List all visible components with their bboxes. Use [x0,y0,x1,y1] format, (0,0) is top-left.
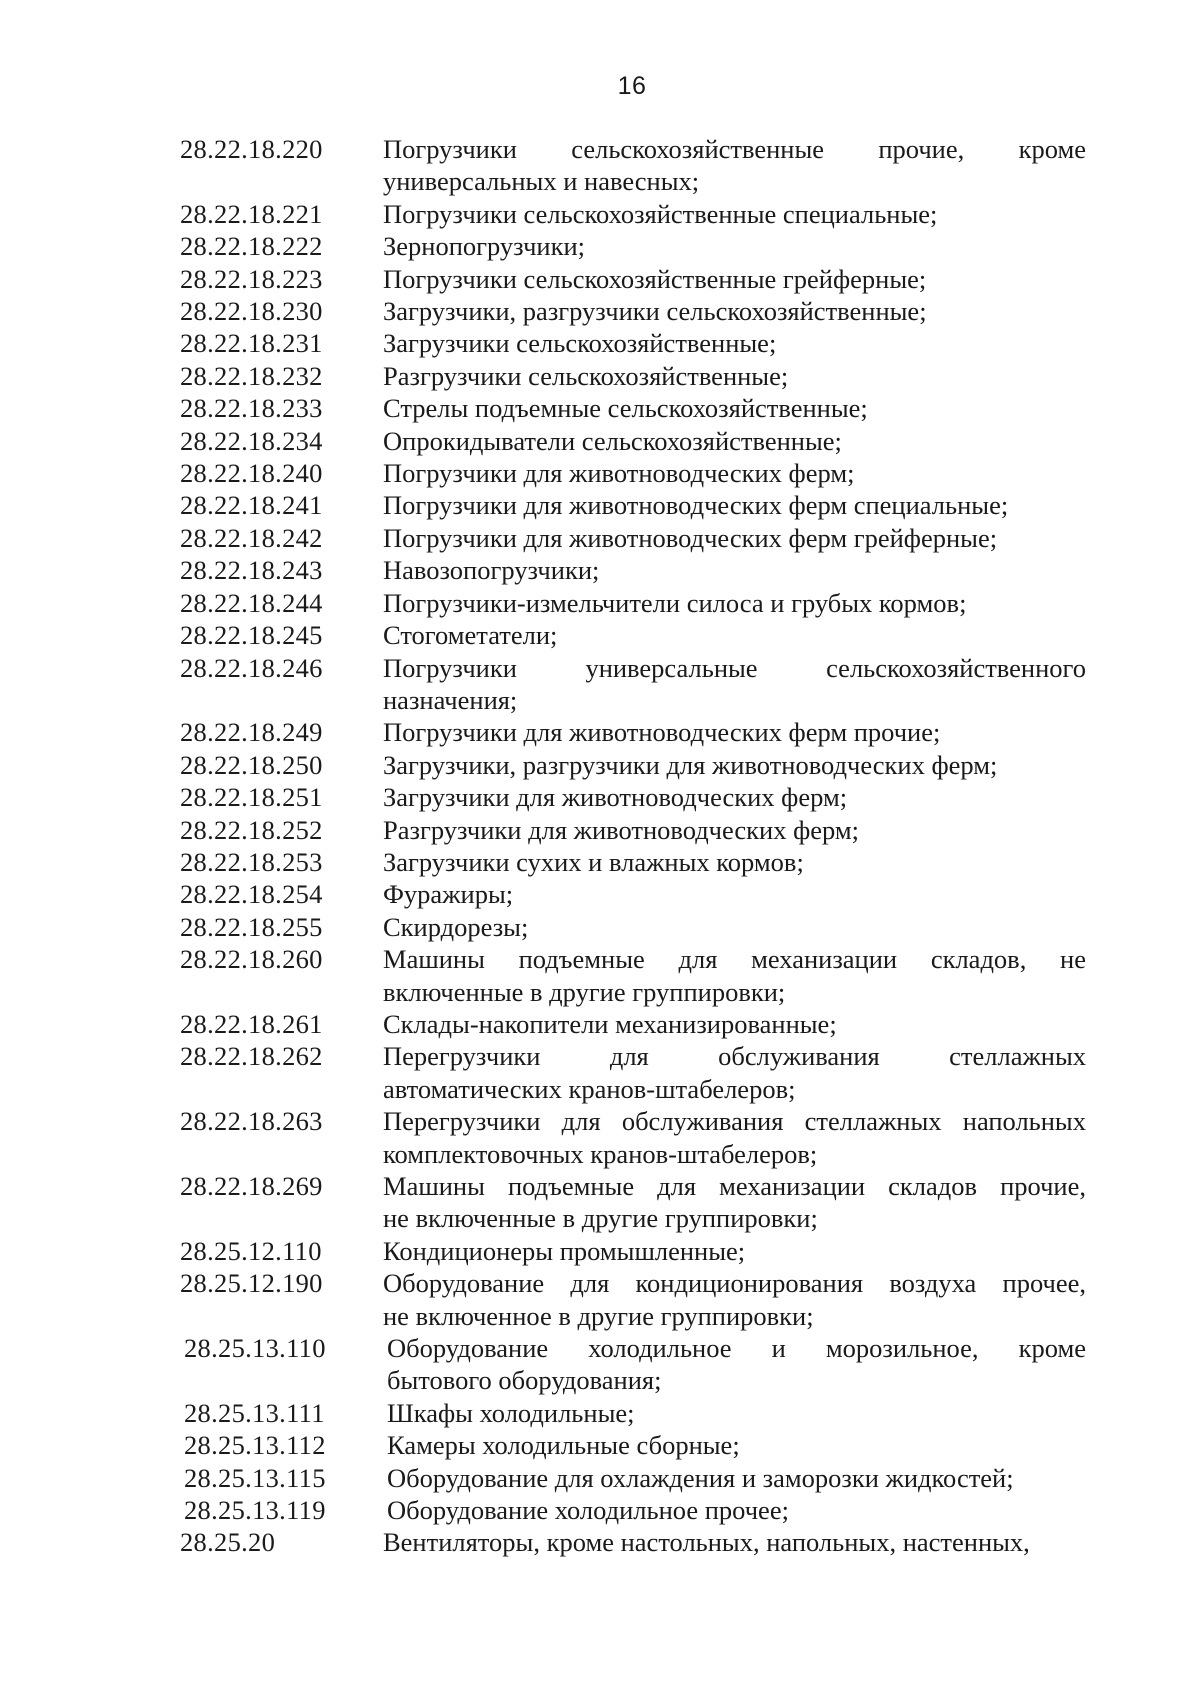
description-line: автоматических кранов-штабелеров; [383,1073,796,1104]
item-code: 28.22.18.234 [180,425,323,456]
description-line: Загрузчики для животноводческих ферм; [383,782,848,813]
description-line: Разгрузчики сельскохозяйственные; [383,360,789,391]
item-code: 28.22.18.253 [180,846,323,877]
item-code: 28.22.18.233 [180,393,323,424]
item-description [383,198,1086,230]
description-line: Оборудование холодильное прочее; [387,1495,789,1526]
list-item [180,1105,1086,1170]
item-code: 28.22.18.250 [180,749,323,780]
item-code: 28.22.18.245 [180,620,323,651]
description-line: Камеры холодильные сборные; [387,1430,740,1461]
description-line: Кондиционеры промышленные; [383,1235,746,1266]
description-line: Загрузчики сухих и влажных кормов; [383,846,804,877]
item-code: 28.22.18.249 [180,717,323,748]
description-line: Погрузчики сельскохозяйственные специальные; [383,198,938,229]
list-item [180,878,1086,910]
item-code: 28.22.18.221 [180,198,323,229]
item-description [383,878,1086,910]
list-item [180,749,1086,781]
description-line: Опрокидыватели сельскохозяйственные; [383,425,842,456]
page-number: 16 [617,72,647,100]
description-line: Оборудование холодильное и морозильное, кроме [387,1333,1086,1364]
description-line: Погрузчики для животноводческих ферм прочие; [383,717,941,748]
item-description [383,749,1086,781]
item-description [383,1235,1086,1267]
description-line: Погрузчики-измельчители силоса и грубых кормов; [383,587,967,618]
item-code: 28.25.12.110 [180,1235,322,1266]
item-description [383,1267,1086,1332]
list-item [180,457,1086,489]
item-code: 28.22.18.269 [180,1171,323,1201]
item-description [383,619,1086,651]
item-description [383,1105,1086,1170]
list-item [180,1040,1086,1105]
description-line: Стогометатели; [383,620,558,651]
list-item [180,1235,1086,1267]
item-description [387,1332,1086,1397]
list-item [180,911,1086,943]
list-item [180,425,1086,457]
item-code: 28.22.18.230 [180,296,323,327]
item-code: 28.22.18.252 [180,814,323,845]
item-code: 28.22.18.243 [180,555,323,586]
description-line: Перегрузчики для обслуживания стеллажных напольных [383,1106,1086,1137]
list-item [180,360,1086,392]
description-line: Скирдорезы; [383,911,529,942]
item-description [383,230,1086,262]
description-line: Погрузчики универсальные сельскохозяйственного [383,652,1086,683]
item-description [383,489,1086,521]
description-line: Разгрузчики для животноводческих ферм; [383,814,860,845]
item-code: 28.25.13.112 [184,1430,326,1461]
item-code: 28.25.13.119 [184,1495,326,1526]
item-code: 28.22.18.220 [180,134,323,164]
item-code: 28.25.13.110 [184,1333,326,1364]
description-line: Машины подъемные для механизации складов, не [383,944,1086,975]
item-code: 28.22.18.261 [180,1008,323,1039]
description-line: Стрелы подъемные сельскохозяйственные; [383,393,868,424]
description-line: Погрузчики для животноводческих ферм грейферные; [383,522,998,553]
list-item [180,327,1086,359]
description-line: Оборудование для охлаждения и заморозки жидкостей; [387,1462,1014,1493]
description-line: Навозопогрузчики; [383,555,600,586]
list-item [184,1332,1086,1397]
item-description [383,1526,1086,1558]
list-item [180,1526,1086,1558]
item-description [383,1170,1086,1235]
item-code: 28.22.18.242 [180,522,323,553]
item-code: 28.25.20 [180,1527,276,1558]
list-item [184,1494,1086,1526]
item-description [383,554,1086,586]
list-item [180,716,1086,748]
item-description [383,652,1086,717]
list-item [180,1008,1086,1040]
item-description [383,943,1086,1008]
item-code: 28.22.18.244 [180,587,323,618]
item-description [383,814,1086,846]
item-description [383,457,1086,489]
list-item [180,522,1086,554]
item-code: 28.22.18.241 [180,490,323,521]
list-item [180,489,1086,521]
description-line: Перегрузчики для обслуживания стеллажных [383,1041,1086,1072]
item-description [387,1429,1086,1461]
list-item [180,846,1086,878]
item-description [387,1397,1086,1429]
list-item [180,587,1086,619]
item-description [383,327,1086,359]
description-line: не включенные в другие группировки; [383,1203,818,1234]
item-code: 28.22.18.255 [180,911,323,942]
item-description [383,846,1086,878]
classification-list [180,133,1086,1559]
list-item [180,652,1086,717]
item-description [383,911,1086,943]
item-description [383,133,1086,198]
list-item [180,554,1086,586]
item-code: 28.22.18.222 [180,231,323,262]
description-line: включенные в другие группировки; [383,976,786,1007]
description-line: Вентиляторы, кроме настольных, напольных, настенных, [383,1527,1030,1558]
item-code: 28.25.13.111 [184,1397,325,1428]
item-code: 28.22.18.231 [180,328,323,359]
list-item [180,133,1086,198]
list-item [180,1170,1086,1235]
item-description [383,1040,1086,1105]
item-code: 28.22.18.262 [180,1041,323,1072]
item-description [383,425,1086,457]
description-line: Погрузчики сельскохозяйственные грейферные; [383,263,927,294]
description-line: Склады-накопители механизированные; [383,1008,837,1039]
description-line: универсальных и навесных; [383,166,700,197]
description-line: бытового оборудования; [387,1365,662,1396]
list-item [184,1429,1086,1461]
description-line: Машины подъемные для механизации складов прочие, [383,1171,1086,1201]
item-code: 28.22.18.240 [180,458,323,489]
item-description [383,360,1086,392]
list-item [180,1267,1086,1332]
description-line: назначения; [383,684,518,715]
item-code: 28.22.18.263 [180,1106,323,1137]
item-description [387,1462,1086,1494]
item-code: 28.22.18.232 [180,360,323,391]
item-description [383,295,1086,327]
list-item [180,814,1086,846]
item-description [383,1008,1086,1040]
item-description [387,1494,1086,1526]
description-line: Фуражиры; [383,879,514,910]
description-line: Погрузчики для животноводческих ферм; [383,458,855,489]
list-item [180,781,1086,813]
item-description [383,522,1086,554]
list-item [180,943,1086,1008]
item-code: 28.22.18.254 [180,879,323,910]
list-item [184,1462,1086,1494]
description-line: Оборудование для кондиционирования воздуха прочее, [383,1268,1086,1299]
description-line: не включенное в другие группировки; [383,1300,814,1331]
list-item [180,619,1086,651]
item-code: 28.25.12.190 [180,1268,323,1299]
list-item [180,263,1086,295]
item-description [383,263,1086,295]
description-line: Загрузчики, разгрузчики сельскохозяйственные; [383,296,927,327]
item-code: 28.22.18.246 [180,652,323,683]
item-description [383,587,1086,619]
list-item [184,1397,1086,1429]
item-description [383,781,1086,813]
description-line: Загрузчики сельскохозяйственные; [383,328,777,359]
description-line: Погрузчики для животноводческих ферм специальные; [383,490,1009,521]
list-item [180,230,1086,262]
description-line: Шкафы холодильные; [387,1397,635,1428]
list-item [180,392,1086,424]
description-line: Загрузчики, разгрузчики для животноводческих ферм; [383,749,998,780]
description-line: Погрузчики сельскохозяйственные прочие, кроме [383,134,1086,164]
item-code: 28.22.18.260 [180,944,323,975]
description-line: Зернопогрузчики; [383,231,586,262]
item-description [383,392,1086,424]
list-item [180,198,1086,230]
list-item [180,295,1086,327]
item-code: 28.25.13.115 [184,1462,326,1493]
item-code: 28.22.18.223 [180,263,323,294]
description-line: комплектовочных кранов-штабелеров; [383,1138,818,1169]
item-code: 28.22.18.251 [180,782,323,813]
item-description [383,716,1086,748]
